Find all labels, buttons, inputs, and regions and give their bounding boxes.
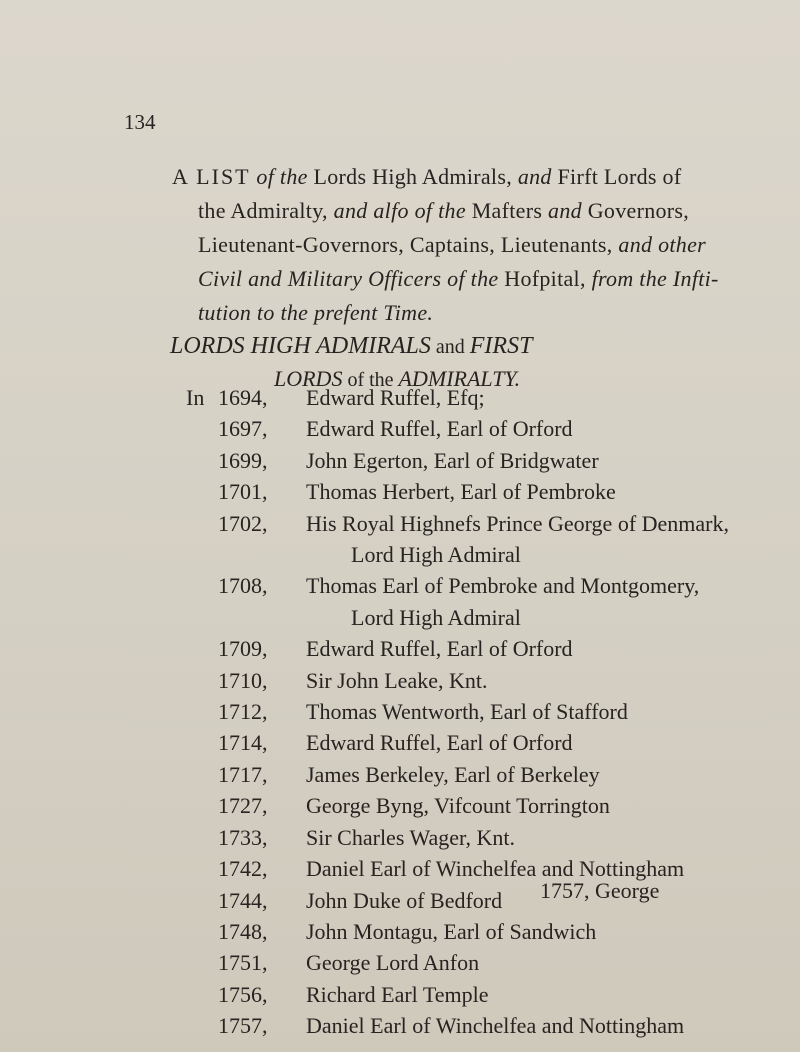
heading-line-2 (172, 194, 792, 228)
list-item (186, 413, 786, 444)
heading-line-4 (172, 262, 792, 296)
list-item (186, 696, 786, 727)
entry-prefix (186, 759, 218, 790)
entry-continuation: Lord High Admiral (351, 542, 521, 568)
list-item (186, 790, 786, 821)
entry-prefix (186, 885, 218, 916)
entry-prefix (186, 476, 218, 507)
heading-text: Hofpital, (504, 266, 586, 291)
heading-line-1 (172, 160, 792, 194)
entry-name: Thomas Earl of Pembroke and Montgomery, (306, 573, 700, 599)
entry-name: James Berkeley, Earl of Berkeley (306, 761, 600, 787)
heading-line-3 (172, 228, 792, 262)
list-item (186, 822, 786, 853)
entry-year: 1742, (218, 856, 268, 882)
section-title-text: and (430, 336, 470, 358)
entry-continuation: Lord High Admiral (351, 604, 521, 630)
heading-text: A LIST (172, 164, 251, 189)
entry-name: Thomas Wentworth, Earl of Stafford (306, 699, 628, 725)
list-item (186, 476, 786, 507)
page-number: 134 (124, 110, 156, 134)
list-item (186, 570, 786, 601)
entry-year: 1757, (218, 1013, 268, 1039)
entry-prefix (186, 947, 218, 978)
heading-text: Firft Lords of (557, 164, 682, 189)
entry-prefix (186, 445, 218, 476)
entry-year: 1701, (218, 479, 268, 505)
entry-prefix (186, 727, 218, 758)
heading-text: Mafters (471, 198, 543, 223)
list-item (186, 633, 786, 664)
entry-year: 1709, (218, 636, 268, 662)
entry-name: Daniel Earl of Winchelfea and Nottingham (306, 1013, 685, 1039)
catchword: 1757, George (540, 878, 660, 903)
entry-prefix (186, 696, 218, 727)
heading-text: from the Infti- (585, 266, 719, 291)
section-subtitle-text: LORDS (274, 366, 343, 391)
list-item (186, 885, 786, 916)
entry-name: His Royal Highnefs Prince George of Denmark, (306, 510, 729, 536)
entry-year: 1733, (218, 824, 268, 850)
entry-year: 1727, (218, 793, 268, 819)
entry-name: Edward Ruffel, Earl of Orford (306, 636, 573, 662)
heading-text: and (542, 198, 588, 223)
entry-prefix (186, 665, 218, 696)
list-item (186, 947, 786, 978)
entry-year: 1712, (218, 699, 268, 725)
entry-name: John Duke of Bedford (306, 887, 503, 913)
section-subtitle-text: ADMIRALTY. (398, 366, 521, 391)
entry-name: John Montagu, Earl of Sandwich (306, 918, 597, 944)
heading-text: Governors, (587, 198, 690, 223)
entry-year: 1697, (218, 416, 268, 442)
heading-text: and other (618, 232, 707, 257)
section-subtitle-text: of the (342, 369, 399, 391)
entry-year: 1694, (218, 385, 268, 410)
entry-name: John Egerton, Earl of Bridgwater (306, 447, 599, 473)
list-item (186, 382, 786, 413)
entry-year: 1756, (218, 981, 268, 1007)
heading-text: Lieutenant-Governors, Captains, Lieutenants, (198, 232, 619, 257)
list-item (186, 1010, 786, 1041)
heading-text: and alfo of the (333, 198, 472, 223)
entry-name: Edward Ruffel, Earl of Orford (306, 730, 573, 756)
entry-prefix (186, 633, 218, 664)
section-title-text: FIRST (469, 333, 533, 359)
entry-name: Edward Ruffel, Efq; (306, 385, 485, 410)
entry-year: 1702, (218, 510, 268, 536)
entry-year: 1744, (218, 887, 268, 913)
heading-text: tution to the prefent Time. (198, 300, 434, 325)
heading-text: the Admiralty, (198, 198, 334, 223)
entry-year: 1714, (218, 730, 268, 756)
entry-name: Daniel Earl of Winchelfea and Nottingham (306, 856, 685, 882)
heading-text: Lords High Admirals, (313, 164, 513, 189)
entry-year: 1710, (218, 667, 268, 693)
admirals-list (186, 382, 786, 1042)
entry-prefix (186, 570, 218, 601)
entry-prefix (186, 916, 218, 947)
list-item (186, 665, 786, 696)
entry-prefix (186, 413, 218, 444)
entry-year: 1699, (218, 447, 268, 473)
entry-prefix (186, 508, 218, 539)
list-item (186, 727, 786, 758)
heading-text: Civil and Military Officers of the (198, 266, 505, 291)
list-item (186, 759, 786, 790)
page-heading (172, 160, 792, 330)
entry-name: George Byng, Vifcount Torrington (306, 793, 610, 819)
list-item (186, 853, 786, 884)
entry-prefix (186, 790, 218, 821)
entry-name: Richard Earl Temple (306, 981, 489, 1007)
list-item (186, 979, 786, 1010)
entry-prefix (186, 853, 218, 884)
section-title-text: LORDS HIGH ADMIRALS (170, 333, 431, 359)
entry-name: Sir John Leake, Knt. (306, 667, 488, 693)
entry-prefix (186, 1010, 218, 1041)
entry-name: George Lord Anfon (306, 950, 480, 976)
entry-year: 1751, (218, 950, 268, 976)
entry-prefix: In (186, 385, 205, 410)
list-item (186, 916, 786, 947)
entry-year: 1748, (218, 918, 268, 944)
entry-name: Edward Ruffel, Earl of Orford (306, 416, 573, 442)
entry-year: 1717, (218, 761, 268, 787)
entry-name: Thomas Herbert, Earl of Pembroke (306, 479, 616, 505)
entry-year: 1708, (218, 573, 268, 599)
heading-text: and (512, 164, 558, 189)
entry-name: Sir Charles Wager, Knt. (306, 824, 515, 850)
entry-prefix (186, 822, 218, 853)
list-item (186, 508, 786, 539)
entry-prefix (186, 979, 218, 1010)
heading-line-5 (172, 296, 792, 330)
heading-text: of the (250, 164, 314, 189)
list-item (186, 445, 786, 476)
